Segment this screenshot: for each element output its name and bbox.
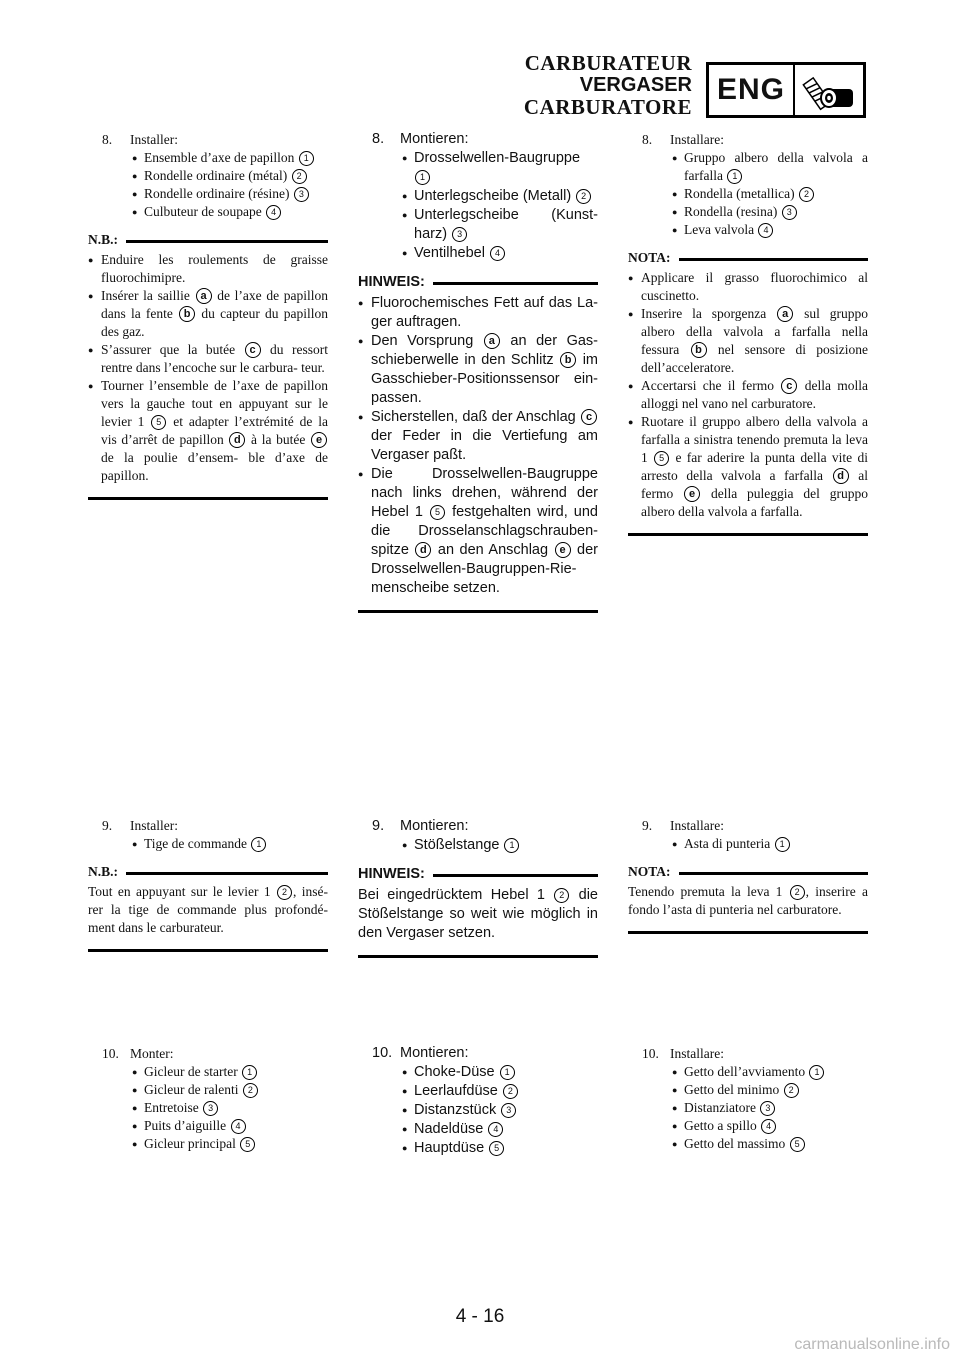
list-item: ● Gruppo albero della valvola a farfalla 1	[672, 149, 868, 185]
reference-number-icon: 5	[151, 415, 166, 430]
reference-number-icon: c	[245, 342, 261, 358]
note-item: ● Enduire les roulements de graisse fluorochimipre.	[88, 251, 328, 287]
list-item: ● Entretoise 3	[132, 1099, 328, 1117]
note-item: ● Sicherstellen, daß der Anschlag c der Feder in die Vertiefung am Vergaser paßt.	[358, 408, 598, 465]
list-item: ● Unterlegscheibe (Kunst- harz) 3	[402, 206, 598, 244]
parts-list	[628, 835, 868, 853]
reference-number-icon: 3	[760, 1101, 775, 1116]
section-title-de: VERGASER	[579, 74, 692, 96]
list-item: ● Gicleur principal 5	[132, 1135, 328, 1153]
parts-list	[358, 149, 598, 263]
parts-list	[88, 835, 328, 853]
list-item: ● Tige de commande 1	[132, 835, 328, 853]
parts-list	[628, 1063, 868, 1153]
parts-list	[88, 1063, 328, 1153]
fr-step-10	[88, 1045, 328, 1153]
reference-number-icon: e	[684, 486, 700, 502]
reference-number-icon: a	[196, 288, 212, 304]
reference-number-icon: 2	[243, 1083, 258, 1098]
reference-number-icon: 1	[299, 151, 314, 166]
badge-label: ENG	[709, 65, 795, 115]
list-item: ● Leerlaufdüse 2	[402, 1082, 598, 1101]
note-heading: N.B.:	[88, 231, 328, 249]
note-item: ● Inserire la sporgenza a sul gruppo albero della valvola a farfalla nella fessura b nel sensore di posizione dell’acceleratore.	[628, 305, 868, 377]
list-item: ● Culbuteur de soupape 4	[132, 203, 328, 221]
reference-number-icon: 1	[242, 1065, 257, 1080]
note-item: ● Ruotare il gruppo albero della valvola a farfalla a sinistra tenendo premuta la leva 1 5 e far aderire la punta della vite di arresto della valvola a farfalla d al fermo e della puleggia del gruppo albero della valvola a farfalla.	[628, 413, 868, 521]
note-rule	[433, 282, 598, 285]
section-title-it: CARBURATORE	[523, 95, 692, 119]
note-list	[88, 251, 328, 485]
reference-number-icon: e	[311, 432, 327, 448]
reference-number-icon: c	[581, 409, 597, 425]
reference-number-icon: 5	[240, 1137, 255, 1152]
reference-number-icon: 4	[231, 1119, 246, 1134]
list-item: ● Getto dell’avviamento 1	[672, 1063, 868, 1081]
reference-number-icon: 5	[430, 505, 445, 520]
reference-number-icon: e	[555, 542, 571, 558]
reference-number-icon: 5	[654, 451, 669, 466]
reference-number-icon: b	[691, 342, 707, 358]
note-item: ● Insérer la saillie a de l’axe de papillon dans la fente b du capteur du papillon des gaz.	[88, 287, 328, 341]
note-rule	[679, 872, 869, 875]
reference-number-icon: 4	[488, 1122, 503, 1137]
note-end-rule	[628, 533, 868, 536]
reference-number-icon: 1	[504, 838, 519, 853]
parts-list	[88, 149, 328, 221]
note-end-rule	[358, 610, 598, 613]
reference-number-icon: 4	[490, 246, 505, 261]
list-item: ● Gicleur de ralenti 2	[132, 1081, 328, 1099]
reference-number-icon: 2	[576, 189, 591, 204]
list-item: ● Ventilhebel 4	[402, 244, 598, 263]
list-item: ● Ensemble d’axe de papillon 1	[132, 149, 328, 167]
note-text: Tout en appuyant sur le levier 1 2 , insé- rer la tige de commande plus profondé- ment dans le carburateur.	[88, 884, 328, 935]
fr-step-8	[88, 131, 328, 500]
fr-step-9	[88, 817, 328, 952]
reference-number-icon: 1	[809, 1065, 824, 1080]
list-item: ● Drosselwellen-Baugruppe 1	[402, 149, 598, 187]
reference-number-icon: d	[833, 468, 849, 484]
note-end-rule	[88, 949, 328, 952]
step-number: 8.	[102, 132, 113, 147]
step-heading	[88, 131, 328, 149]
note-item: ● Fluorochemisches Fett auf das La- ger auftragen.	[358, 294, 598, 332]
note-item: ● Tourner l’ensemble de l’axe de papillon vers la gauche tout en appuyant sur le levier 1 5 et adapter l’extrémité de la vis d’arrêt de papillon d à la butée e de la poulie d’ensem- ble d’axe de papillon.	[88, 377, 328, 485]
list-item: ● Stößelstange 1	[402, 836, 598, 855]
step-heading: 10. Monter:	[102, 1046, 174, 1061]
reference-number-icon: 2	[799, 187, 814, 202]
engine-badge	[706, 62, 866, 118]
page-number: 4 - 16	[455, 1306, 505, 1327]
note-heading: NOTA:	[628, 249, 868, 267]
step-heading: 9. Installare:	[642, 818, 724, 833]
reference-number-icon: 3	[782, 205, 797, 220]
note-text: Bei eingedrücktem Hebel 1 2 die Stößelstange so weit wie möglich in den Vergaser setzen.	[358, 887, 598, 941]
reference-number-icon: c	[781, 378, 797, 394]
note-heading: HINWEIS:	[358, 273, 598, 292]
note-list	[358, 294, 598, 598]
it-step-9	[628, 817, 868, 934]
step-heading: 10. Montieren:	[372, 1045, 469, 1061]
note-rule	[126, 240, 328, 243]
list-item: ● Distanziatore 3	[672, 1099, 868, 1117]
step-heading: 9. Installer:	[102, 818, 178, 833]
reference-number-icon: d	[415, 542, 431, 558]
note-heading: NOTA:	[628, 863, 868, 881]
list-item: ● Unterlegscheibe (Metall) 2	[402, 187, 598, 206]
note-item: ● Den Vorsprung a an der Gas- schieberwelle in den Schlitz b im Gasschieber-Positionssensor ein- passen.	[358, 332, 598, 408]
list-item: ● Getto del minimo 2	[672, 1081, 868, 1099]
reference-number-icon: 2	[292, 169, 307, 184]
note-item: ● Applicare il grasso fluorochimico al cuscinetto.	[628, 269, 868, 305]
list-item: ● Asta di punteria 1	[672, 835, 868, 853]
reference-number-icon: 4	[761, 1119, 776, 1134]
engine-parts-icon	[795, 65, 863, 115]
list-item: ● Nadeldüse 4	[402, 1120, 598, 1139]
reference-number-icon: 3	[294, 187, 309, 202]
de-step-9	[358, 817, 598, 958]
reference-number-icon: 1	[727, 169, 742, 184]
note-list	[628, 269, 868, 521]
note-end-rule	[628, 931, 868, 934]
reference-number-icon: 3	[452, 227, 467, 242]
reference-number-icon: a	[484, 333, 500, 349]
reference-number-icon: 4	[758, 223, 773, 238]
de-step-10	[358, 1044, 598, 1158]
note-rule	[126, 872, 328, 875]
it-step-10	[628, 1045, 868, 1153]
parts-list	[358, 836, 598, 855]
list-item: ● Leva valvola 4	[672, 221, 868, 239]
list-item: ● Rondella (metallica) 2	[672, 185, 868, 203]
note-item: ● Accertarsi che il fermo c della molla alloggi nel vano nel carburatore.	[628, 377, 868, 413]
reference-number-icon: d	[229, 432, 245, 448]
reference-number-icon: 2	[277, 885, 292, 900]
parts-list	[628, 149, 868, 239]
reference-number-icon: 5	[790, 1137, 805, 1152]
list-item: ● Distanzstück 3	[402, 1101, 598, 1120]
de-step-8	[358, 130, 598, 613]
list-item: ● Getto del massimo 5	[672, 1135, 868, 1153]
reference-number-icon: 3	[501, 1103, 516, 1118]
reference-number-icon: 1	[251, 837, 266, 852]
reference-number-icon: 2	[784, 1083, 799, 1098]
list-item: ● Gicleur de starter 1	[132, 1063, 328, 1081]
reference-number-icon: b	[560, 352, 576, 368]
it-step-8	[628, 131, 868, 536]
reference-number-icon: 1	[775, 837, 790, 852]
reference-number-icon: 3	[203, 1101, 218, 1116]
section-title-fr: CARBURATEUR	[524, 51, 692, 75]
step-heading: 10. Installare:	[642, 1046, 724, 1061]
list-item: ● Choke-Düse 1	[402, 1063, 598, 1082]
note-heading: N.B.:	[88, 863, 328, 881]
section-title-block	[524, 52, 692, 118]
reference-number-icon: 1	[415, 170, 430, 185]
list-item: ● Rondelle ordinaire (résine) 3	[132, 185, 328, 203]
note-rule	[679, 258, 869, 261]
reference-number-icon: 2	[790, 885, 805, 900]
step-heading: 8. Installare:	[642, 132, 724, 147]
note-heading: HINWEIS:	[358, 865, 598, 884]
list-item: ● Getto a spillo 4	[672, 1117, 868, 1135]
reference-number-icon: 1	[500, 1065, 515, 1080]
reference-number-icon: 2	[503, 1084, 518, 1099]
step-verb: Installer:	[130, 132, 178, 147]
note-item: ● S’assurer que la butée c du ressort rentre dans l’encoche sur le carbura- teur.	[88, 341, 328, 377]
list-item: ● Hauptdüse 5	[402, 1139, 598, 1158]
reference-number-icon: a	[777, 306, 793, 322]
step-heading: 9. Montieren:	[372, 818, 469, 834]
step-heading: 8. Montieren:	[372, 131, 469, 147]
note-end-rule	[88, 497, 328, 500]
list-item: ● Puits d’aiguille 4	[132, 1117, 328, 1135]
reference-number-icon: 2	[554, 888, 569, 903]
note-end-rule	[358, 955, 598, 958]
reference-number-icon: 4	[266, 205, 281, 220]
note-text: Tenendo premuta la leva 1 2 , inserire a fondo l’asta di punteria nel carburatore.	[628, 884, 868, 917]
note-rule	[433, 874, 598, 877]
parts-list	[358, 1063, 598, 1158]
list-item: ● Rondelle ordinaire (métal) 2	[132, 167, 328, 185]
note-item: ● Die Drosselwellen-Baugruppe nach links drehen, während der Hebel 1 5 festgehalten wird, und die Drosselanschlagschrauben- spitze d an den Anschlag e der Drosselwellen-Baugruppen-Rie- menscheibe setzen.	[358, 465, 598, 598]
list-item: ● Rondella (resina) 3	[672, 203, 868, 221]
reference-number-icon: b	[179, 306, 195, 322]
reference-number-icon: 5	[489, 1141, 504, 1156]
watermark: carmanualsonline.info	[794, 1336, 950, 1353]
